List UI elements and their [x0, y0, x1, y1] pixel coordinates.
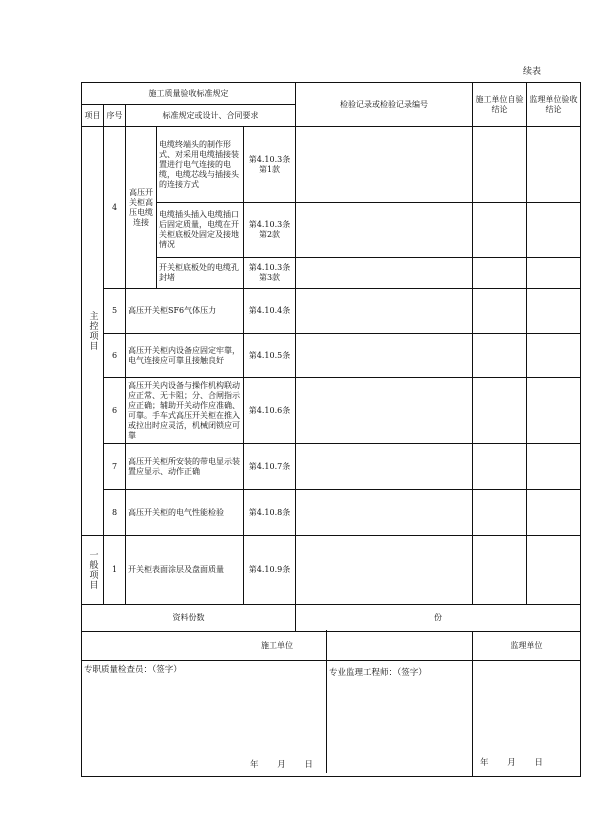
supervisor-conclusion-header: 监理单位验收结论: [527, 83, 581, 127]
main-section-label: 主控项目: [82, 127, 104, 536]
row-number: 1: [104, 536, 126, 605]
contractor-cell[interactable]: [473, 258, 527, 289]
record-cell[interactable]: [296, 258, 473, 289]
clause-ref: 第4.10.3条第1款: [244, 127, 296, 203]
signature-divider: [326, 630, 327, 773]
record-cell[interactable]: [296, 444, 473, 490]
requirement-text: 高压开关柜SF6气体压力: [126, 289, 244, 334]
supervisor-cell[interactable]: [527, 127, 581, 203]
supervisor-cell[interactable]: [527, 334, 581, 378]
contractor-cell[interactable]: [473, 444, 527, 490]
record-header: 检验记录或检验记录编号: [296, 83, 473, 127]
supervisor-cell[interactable]: [527, 378, 581, 444]
contractor-cell[interactable]: [473, 289, 527, 334]
clause-ref: 第4.10.8条: [244, 490, 296, 536]
clause-ref: 第4.10.4条: [244, 289, 296, 334]
clause-ref: 第4.10.3条第2款: [244, 203, 296, 258]
row-number: 4: [104, 127, 126, 289]
requirement-text: 高压开关柜内设备应固定牢靠，电气连接应可靠且接触良好: [126, 334, 244, 378]
seq-col-header: 序号: [104, 105, 126, 127]
supervisor-cell[interactable]: [527, 289, 581, 334]
continued-label: 续表: [523, 67, 542, 77]
requirement-text: 高压开关柜的电气性能检验: [126, 490, 244, 536]
contractor-date: 年 月 日: [250, 760, 321, 770]
contractor-conclusion-header: 施工单位自验结论: [473, 83, 527, 127]
contractor-unit-label: 施工单位: [82, 632, 473, 661]
contractor-cell[interactable]: [473, 334, 527, 378]
engineer-label-overlay: 专业监理工程师：（签字）: [329, 668, 427, 678]
item-name: 高压开关柜高压电缆连接: [126, 127, 157, 289]
requirement-text: 开关柜底板处的电缆孔封堵: [157, 258, 244, 289]
row-number: 5: [104, 289, 126, 334]
record-cell[interactable]: [296, 289, 473, 334]
copies-unit[interactable]: 份: [296, 605, 581, 632]
clause-ref: 第4.10.3条第3款: [244, 258, 296, 289]
record-cell[interactable]: [296, 490, 473, 536]
record-cell[interactable]: [296, 536, 473, 605]
clause-ref: 第4.10.5条: [244, 334, 296, 378]
requirement-col-header: 标准规定或设计、合同要求: [126, 105, 296, 127]
requirement-text: 开关柜表面涂层及盘面质量: [126, 536, 244, 605]
supervisor-date: 年 月 日: [480, 758, 551, 768]
contractor-cell[interactable]: [473, 490, 527, 536]
clause-ref: 第4.10.9条: [244, 536, 296, 605]
record-cell[interactable]: [296, 378, 473, 444]
supervisor-cell[interactable]: [527, 203, 581, 258]
item-col-header: 项目: [82, 105, 104, 127]
requirement-text: 高压开关内设备与操作机构联动应正常、无卡阻；分、合闸指示应正确；辅助开关动作应准确、可靠。手车式高压开关柜在推入或拉出时应灵活，机械闭锁应可靠: [126, 378, 244, 444]
standard-header: 施工质量验收标准规定: [82, 83, 296, 105]
supervisor-cell[interactable]: [527, 536, 581, 605]
clause-ref: 第4.10.6条: [244, 378, 296, 444]
row-number: 6: [104, 334, 126, 378]
supervisor-cell[interactable]: [527, 444, 581, 490]
row-number: 8: [104, 490, 126, 536]
record-cell[interactable]: [296, 127, 473, 203]
supervisor-cell[interactable]: [527, 258, 581, 289]
supervisor-cell[interactable]: [527, 490, 581, 536]
requirement-text: 高压开关柜所安装的带电显示装置应显示、动作正确: [126, 444, 244, 490]
clause-ref: 第4.10.7条: [244, 444, 296, 490]
requirement-text: 电缆终端头的制作形式、对采用电缆插接装置进行电气连接的电缆，电缆芯线与插接头的连接方式: [157, 127, 244, 203]
record-cell[interactable]: [296, 203, 473, 258]
requirement-text: 电缆插头插入电缆插口后固定质量，电缆在开关柜底板处固定及接地情况: [157, 203, 244, 258]
contractor-cell[interactable]: [473, 536, 527, 605]
contractor-cell[interactable]: [473, 127, 527, 203]
copies-label: 资料份数: [82, 605, 296, 632]
contractor-cell[interactable]: [473, 378, 527, 444]
contractor-cell[interactable]: [473, 203, 527, 258]
row-number: 7: [104, 444, 126, 490]
row-number: 6: [104, 378, 126, 444]
record-cell[interactable]: [296, 334, 473, 378]
supervisor-unit-label: 监理单位: [473, 632, 581, 661]
general-section-label: 一般项目: [82, 536, 104, 605]
inspector-label: 专职质量检查员：（签字）: [84, 665, 182, 675]
